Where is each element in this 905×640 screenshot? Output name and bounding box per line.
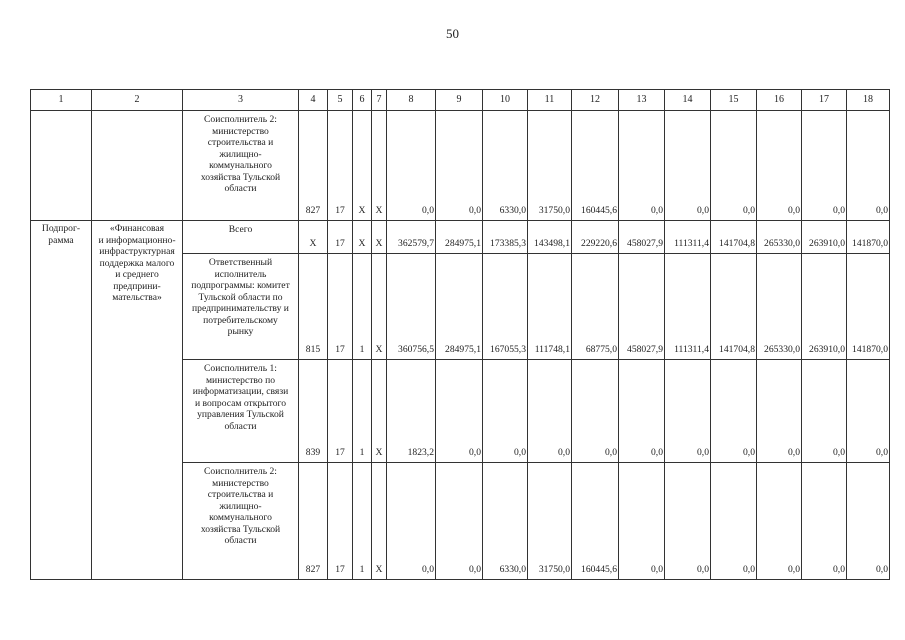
cell-c11: 31750,0 (528, 111, 572, 221)
cell-c4: 815 (299, 254, 328, 360)
cell-c5: 17 (328, 221, 353, 254)
header-cell: 13 (619, 90, 665, 111)
cell-c16: 265330,0 (757, 221, 802, 254)
cell-c4: 839 (299, 360, 328, 463)
executor-label: Соисполнитель 2: министерство строительства и жилищно- коммунального хозяйства Тульской области (200, 466, 281, 546)
cell-c9: 0,0 (436, 111, 483, 221)
header-cell: 10 (483, 90, 528, 111)
cell-c15: 0,0 (711, 360, 757, 463)
cell-c9: 0,0 (436, 360, 483, 463)
cell-c16: 265330,0 (757, 254, 802, 360)
cell-c17: 0,0 (802, 360, 847, 463)
header-cell: 14 (665, 90, 711, 111)
header-cell: 3 (183, 90, 299, 111)
cell-c13: 0,0 (619, 360, 665, 463)
header-cell: 4 (299, 90, 328, 111)
cell-c6: 1 (353, 463, 372, 580)
cell-c5: 17 (328, 111, 353, 221)
cell-c14: 0,0 (665, 360, 711, 463)
cell-c18: 141870,0 (847, 221, 890, 254)
header-row (31, 90, 890, 111)
cell-c17: 0,0 (802, 111, 847, 221)
empty-cell (92, 111, 183, 221)
cell-c4: 827 (299, 463, 328, 580)
cell-c10: 173385,3 (483, 221, 528, 254)
cell-c12: 0,0 (572, 360, 619, 463)
cell-c5: 17 (328, 463, 353, 580)
executor-label: Всего (228, 224, 253, 235)
program-name-label: «Финансовая и информационно- инфраструктурная поддержка малого и среднего предприни- мательства» (98, 223, 176, 303)
cell-c11: 0,0 (528, 360, 572, 463)
cell-c10: 0,0 (483, 360, 528, 463)
cell-c12: 160445,6 (572, 111, 619, 221)
budget-table (30, 89, 890, 580)
cell-c16: 0,0 (757, 111, 802, 221)
cell-c14: 0,0 (665, 111, 711, 221)
cell-c15: 141704,8 (711, 221, 757, 254)
header-cell: 12 (572, 90, 619, 111)
executor-cell (183, 360, 299, 463)
cell-c18: 0,0 (847, 463, 890, 580)
executor-label: Ответственный исполнитель подпрограммы: комитет Тульской области по предпринимательству и потребительскому рынку (191, 257, 290, 337)
cell-c12: 160445,6 (572, 463, 619, 580)
header-cell: 15 (711, 90, 757, 111)
table-row (31, 111, 890, 221)
header-cell: 18 (847, 90, 890, 111)
cell-c11: 111748,1 (528, 254, 572, 360)
header-cell: 11 (528, 90, 572, 111)
cell-c5: 17 (328, 360, 353, 463)
cell-c4: X (299, 221, 328, 254)
executor-cell (183, 254, 299, 360)
header-cell: 16 (757, 90, 802, 111)
executor-cell (183, 111, 299, 221)
executor-cell (183, 221, 299, 254)
cell-c7: X (372, 221, 387, 254)
cell-c7: X (372, 111, 387, 221)
cell-c15: 141704,8 (711, 254, 757, 360)
cell-c10: 6330,0 (483, 111, 528, 221)
cell-c9: 0,0 (436, 463, 483, 580)
cell-c8: 0,0 (387, 463, 436, 580)
page-number: 50 (446, 26, 459, 41)
cell-c14: 111311,4 (665, 254, 711, 360)
cell-c12: 68775,0 (572, 254, 619, 360)
program-name-cell (92, 221, 183, 580)
table-row (31, 221, 890, 254)
cell-c6: 1 (353, 254, 372, 360)
cell-c13: 458027,9 (619, 254, 665, 360)
cell-c6: 1 (353, 360, 372, 463)
cell-c14: 111311,4 (665, 221, 711, 254)
cell-c14: 0,0 (665, 463, 711, 580)
cell-c8: 362579,7 (387, 221, 436, 254)
executor-label: Соисполнитель 2: министерство строительства и жилищно- коммунального хозяйства Тульской области (200, 114, 281, 194)
cell-c8: 360756,5 (387, 254, 436, 360)
cell-c15: 0,0 (711, 463, 757, 580)
cell-c16: 0,0 (757, 360, 802, 463)
cell-c11: 31750,0 (528, 463, 572, 580)
cell-c6: X (353, 221, 372, 254)
header-cell: 17 (802, 90, 847, 111)
cell-c18: 0,0 (847, 360, 890, 463)
cell-c6: X (353, 111, 372, 221)
cell-c17: 263910,0 (802, 221, 847, 254)
program-type-cell (31, 221, 92, 580)
cell-c10: 167055,3 (483, 254, 528, 360)
cell-c15: 0,0 (711, 111, 757, 221)
empty-cell (31, 111, 92, 221)
cell-c8: 0,0 (387, 111, 436, 221)
header-cell: 5 (328, 90, 353, 111)
header-cell: 8 (387, 90, 436, 111)
cell-c5: 17 (328, 254, 353, 360)
cell-c11: 143498,1 (528, 221, 572, 254)
cell-c10: 6330,0 (483, 463, 528, 580)
header-cell: 2 (92, 90, 183, 111)
cell-c13: 0,0 (619, 111, 665, 221)
cell-c9: 284975,1 (436, 254, 483, 360)
executor-cell (183, 463, 299, 580)
cell-c7: X (372, 360, 387, 463)
cell-c17: 263910,0 (802, 254, 847, 360)
executor-label: Соисполнитель 1: министерство по информатизации, связи и вопросам открытого управления Тульской области (192, 363, 289, 432)
header-cell: 1 (31, 90, 92, 111)
cell-c12: 229220,6 (572, 221, 619, 254)
cell-c13: 0,0 (619, 463, 665, 580)
cell-c13: 458027,9 (619, 221, 665, 254)
cell-c18: 141870,0 (847, 254, 890, 360)
header-cell: 6 (353, 90, 372, 111)
cell-c7: X (372, 463, 387, 580)
cell-c7: X (372, 254, 387, 360)
cell-c4: 827 (299, 111, 328, 221)
cell-c9: 284975,1 (436, 221, 483, 254)
cell-c16: 0,0 (757, 463, 802, 580)
program-type-label: Подпрог- рамма (41, 223, 81, 246)
cell-c17: 0,0 (802, 463, 847, 580)
cell-c18: 0,0 (847, 111, 890, 221)
header-cell: 9 (436, 90, 483, 111)
cell-c8: 1823,2 (387, 360, 436, 463)
header-cell: 7 (372, 90, 387, 111)
